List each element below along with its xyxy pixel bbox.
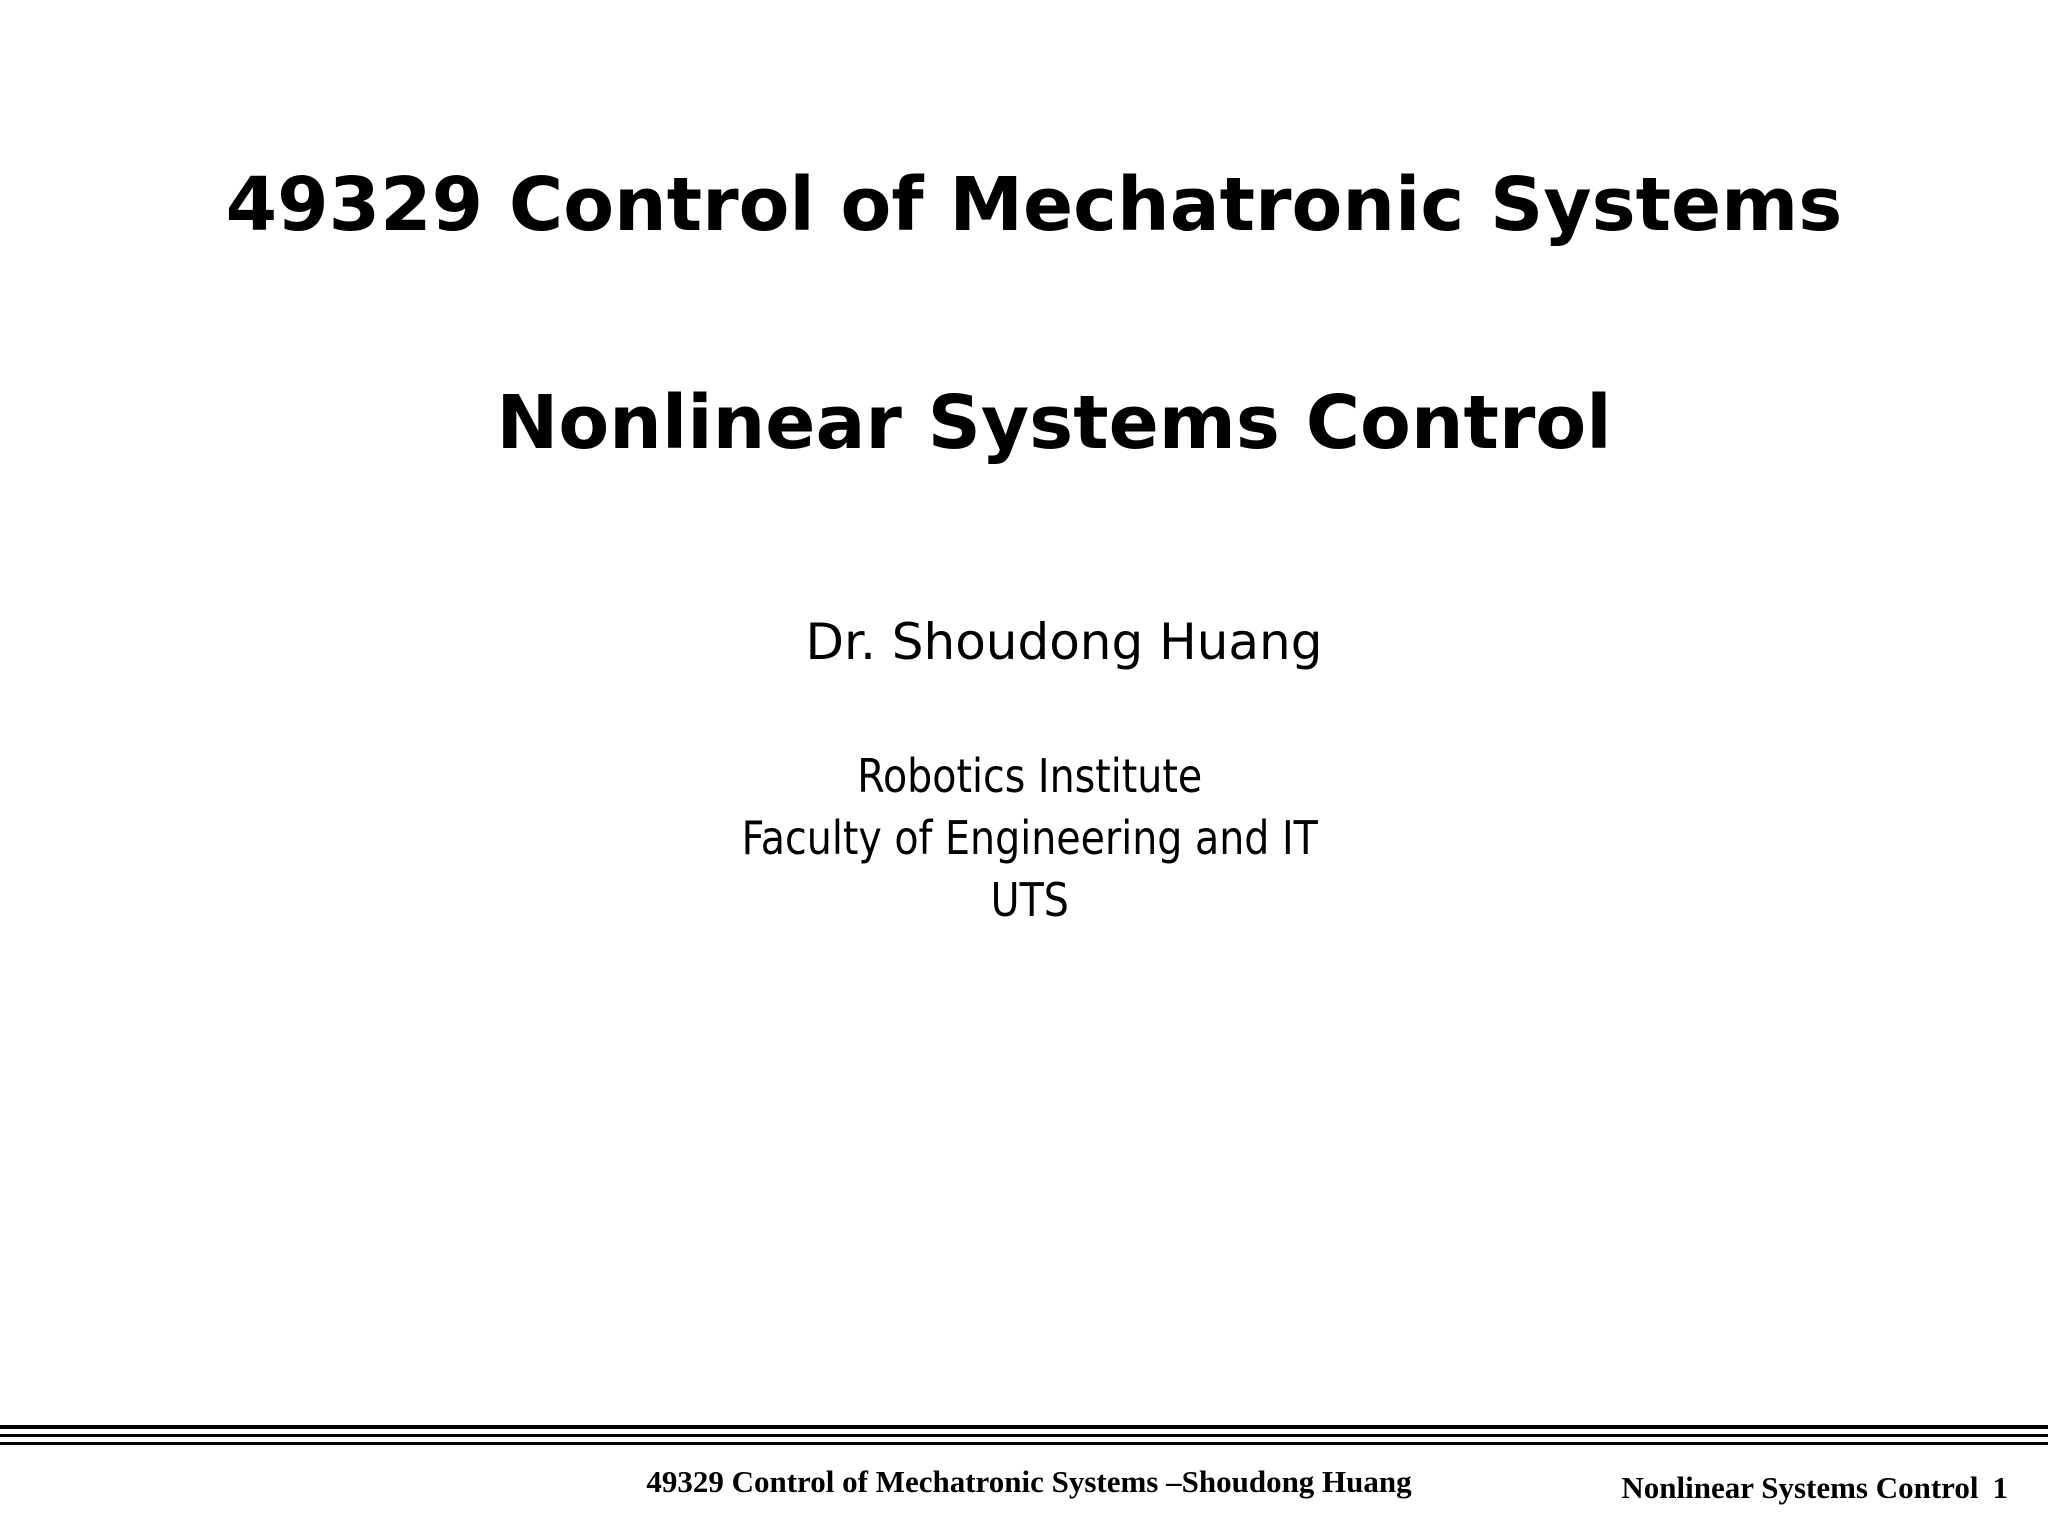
affiliation-institute: Robotics Institute xyxy=(857,749,1203,803)
affiliation-block xyxy=(149,745,1910,931)
footer-divider-top xyxy=(0,1425,2048,1429)
page-number: 1 xyxy=(1992,1470,2008,1505)
author-name: Dr. Shoudong Huang xyxy=(805,613,1323,671)
footer-course-author: 49329 Control of Mechatronic Systems –Shoudong Huang xyxy=(646,1464,1412,1499)
footer-slide-info xyxy=(1621,1468,2008,1508)
affiliation-faculty: Faculty of Engineering and IT xyxy=(741,811,1318,865)
footer-lecture-title: Nonlinear Systems Control xyxy=(1621,1470,1979,1505)
footer-divider-middle xyxy=(0,1434,2048,1437)
footer-divider-bottom xyxy=(0,1442,2048,1445)
lecture-title: Nonlinear Systems Control xyxy=(496,380,1612,466)
course-title: 49329 Control of Mechatronic Systems xyxy=(225,162,1843,248)
affiliation-university: UTS xyxy=(990,873,1069,927)
